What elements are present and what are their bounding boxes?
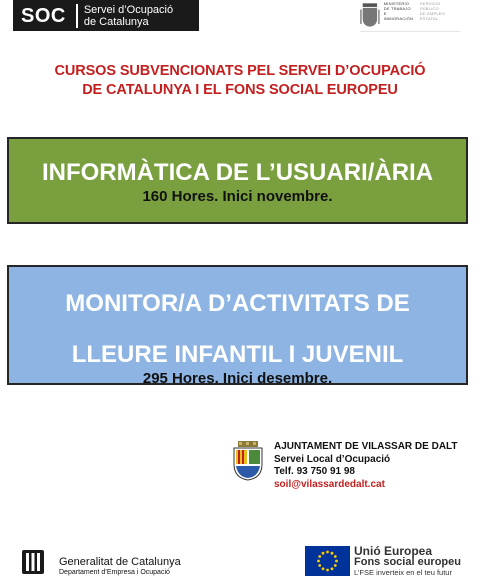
- course-details: 160 Hores. Inici novembre.: [142, 188, 333, 205]
- ministry-logo: [360, 1, 460, 32]
- eu-line3: L’FSE inverteix en el teu futur: [354, 568, 452, 577]
- sepe-line1: SERVICIO PÚBLICO: [419, 1, 441, 11]
- sepe-text: [420, 1, 460, 21]
- ministry-line1: MINISTERIO: [383, 1, 410, 6]
- eu-line2: Fons social europeu: [354, 556, 461, 568]
- generalitat-logo-icon: [20, 549, 46, 575]
- ajuntament-name: AJUNTAMENT DE VILASSAR DE DALT: [274, 441, 458, 452]
- page-title: [10, 62, 470, 100]
- ajuntament-contact: [274, 441, 458, 491]
- ajuntament-service: Servei Local d’Ocupació: [274, 453, 391, 465]
- course-box-informatica: [7, 137, 468, 224]
- ministry-line3: E INMIGRACIÓN: [383, 11, 414, 21]
- page-title-line2: DE CATALUNYA I EL FONS SOCIAL EUROPEU: [82, 82, 398, 98]
- soc-logo-line2: de Catalunya: [83, 15, 149, 28]
- ministry-line2: DE TRABAJO: [383, 6, 411, 11]
- soc-logo-line1: Servei d’Ocupació: [83, 3, 174, 16]
- course-title-line2: LLEURE INFANTIL I JUVENIL: [71, 341, 404, 368]
- generalitat-dept: Departament d’Empresa i Ocupació: [59, 569, 170, 576]
- soc-logo-mark: SOC: [13, 4, 78, 28]
- page-title-line1: CURSOS SUBVENCIONATS PEL SERVEI D’OCUPACIÓ: [54, 63, 426, 79]
- crest-icon: [232, 441, 264, 481]
- sepe-line2: DE EMPLEO ESTATAL: [419, 11, 445, 21]
- course-title: INFORMÀTICA DE L’USUARI/ÀRIA: [41, 159, 434, 186]
- soc-logo-text: [78, 4, 173, 28]
- course-title-line1: MONITOR/A D’ACTIVITATS DE: [65, 290, 410, 317]
- coat-of-arms-icon: [360, 1, 380, 29]
- ajuntament-email[interactable]: soil@vilassardedalt.cat: [274, 478, 385, 490]
- course-details: 295 Hores. Inici desembre.: [142, 370, 333, 387]
- ministry-text: [384, 1, 414, 21]
- eu-flag-icon: [305, 546, 350, 576]
- generalitat-name: Generalitat de Catalunya: [59, 556, 181, 568]
- eu-line1: Unió Europea: [354, 544, 433, 558]
- generalitat-logo: [59, 556, 181, 577]
- course-box-monitor: [7, 265, 468, 385]
- ajuntament-phone: Telf. 93 750 91 98: [274, 466, 355, 477]
- soc-logo: [13, 0, 199, 31]
- eu-logo: [354, 545, 461, 577]
